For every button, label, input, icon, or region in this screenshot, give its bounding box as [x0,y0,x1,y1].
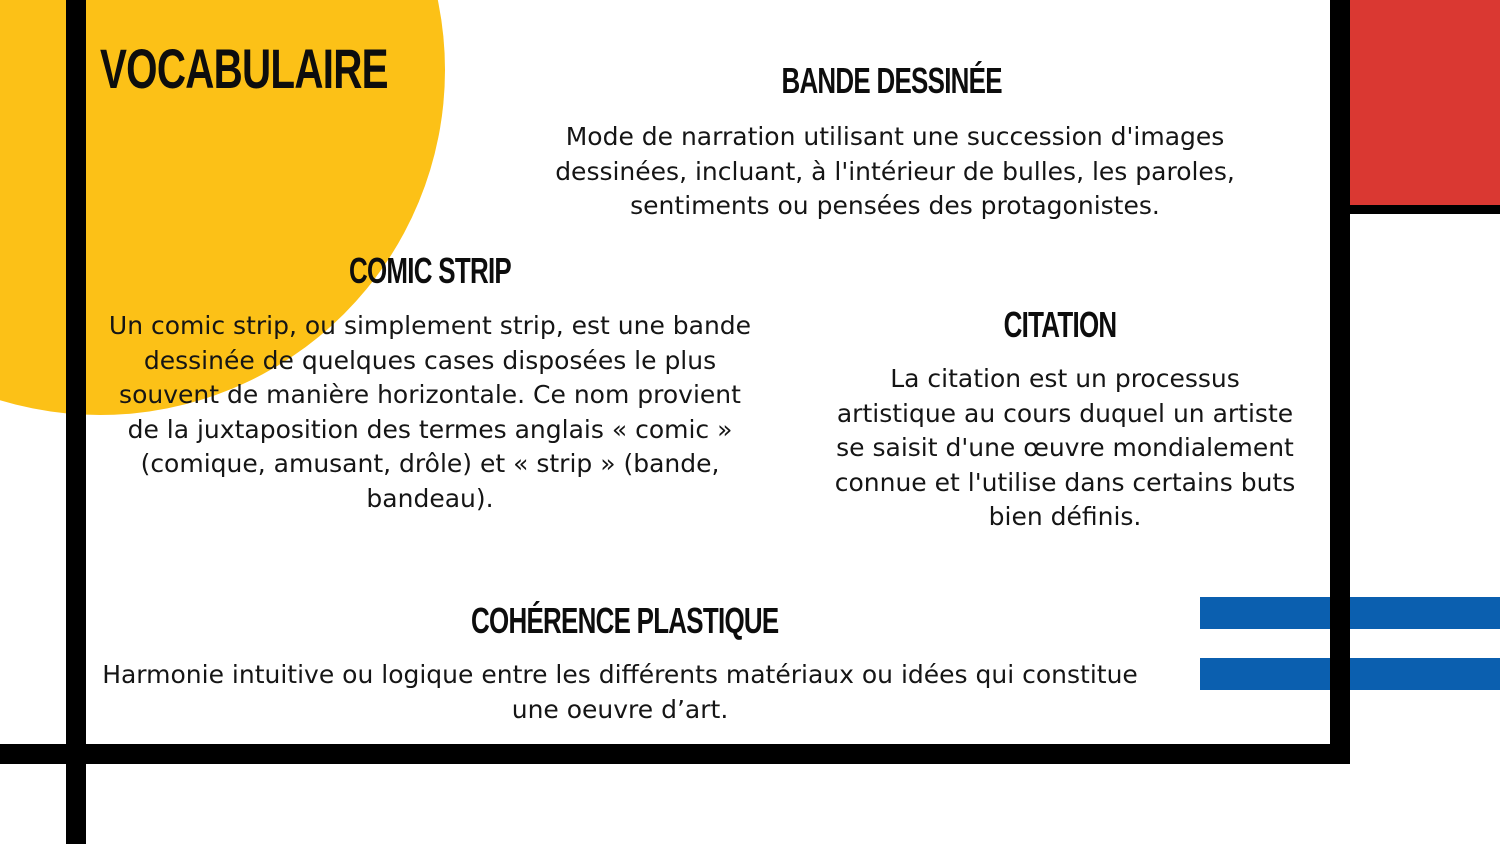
red-block-decoration [1345,0,1500,205]
black-horizontal-bar-bottom [0,744,1350,764]
term-heading-citation: CITATION [1003,304,1117,345]
blue-stripe-top [1200,597,1500,629]
term-heading-coherence-plastique: COHÉRENCE PLASTIQUE [471,600,779,641]
black-vertical-bar-right [1330,0,1350,760]
term-definition-bande-dessinee: Mode de narration utilisant une succession d'images dessinées, incluant, à l'intérieur de bulles, les paroles, sentiments ou pensées des protagonistes. [555,122,1235,220]
page-title: VOCABULAIRE [100,37,388,100]
term-definition-coherence-plastique: Harmonie intuitive ou logique entre les différents matériaux ou idées qui constitue une oeuvre d’art. [102,660,1138,724]
term-heading-bande-dessinee: BANDE DESSINÉE [781,60,1002,101]
term-heading-comic-strip: COMIC STRIP [348,250,511,291]
term-definition-citation: La citation est un processus artistique au cours duquel un artiste se saisit d'une œuvre mondialement connue et l'utilise dans certains buts bien définis. [834,364,1296,531]
black-bar-under-red [1345,205,1500,214]
term-definition-comic-strip: Un comic strip, ou simplement strip, est une bande dessinée de quelques cases disposées le plus souvent de manière horizontale. Ce nom provient de la juxtaposition des termes anglais « comic » (comique, amusant, drôle) et « strip » (bande, bandeau). [108,311,752,513]
blue-stripe-bottom [1200,658,1500,690]
black-vertical-bar-left [66,0,86,844]
